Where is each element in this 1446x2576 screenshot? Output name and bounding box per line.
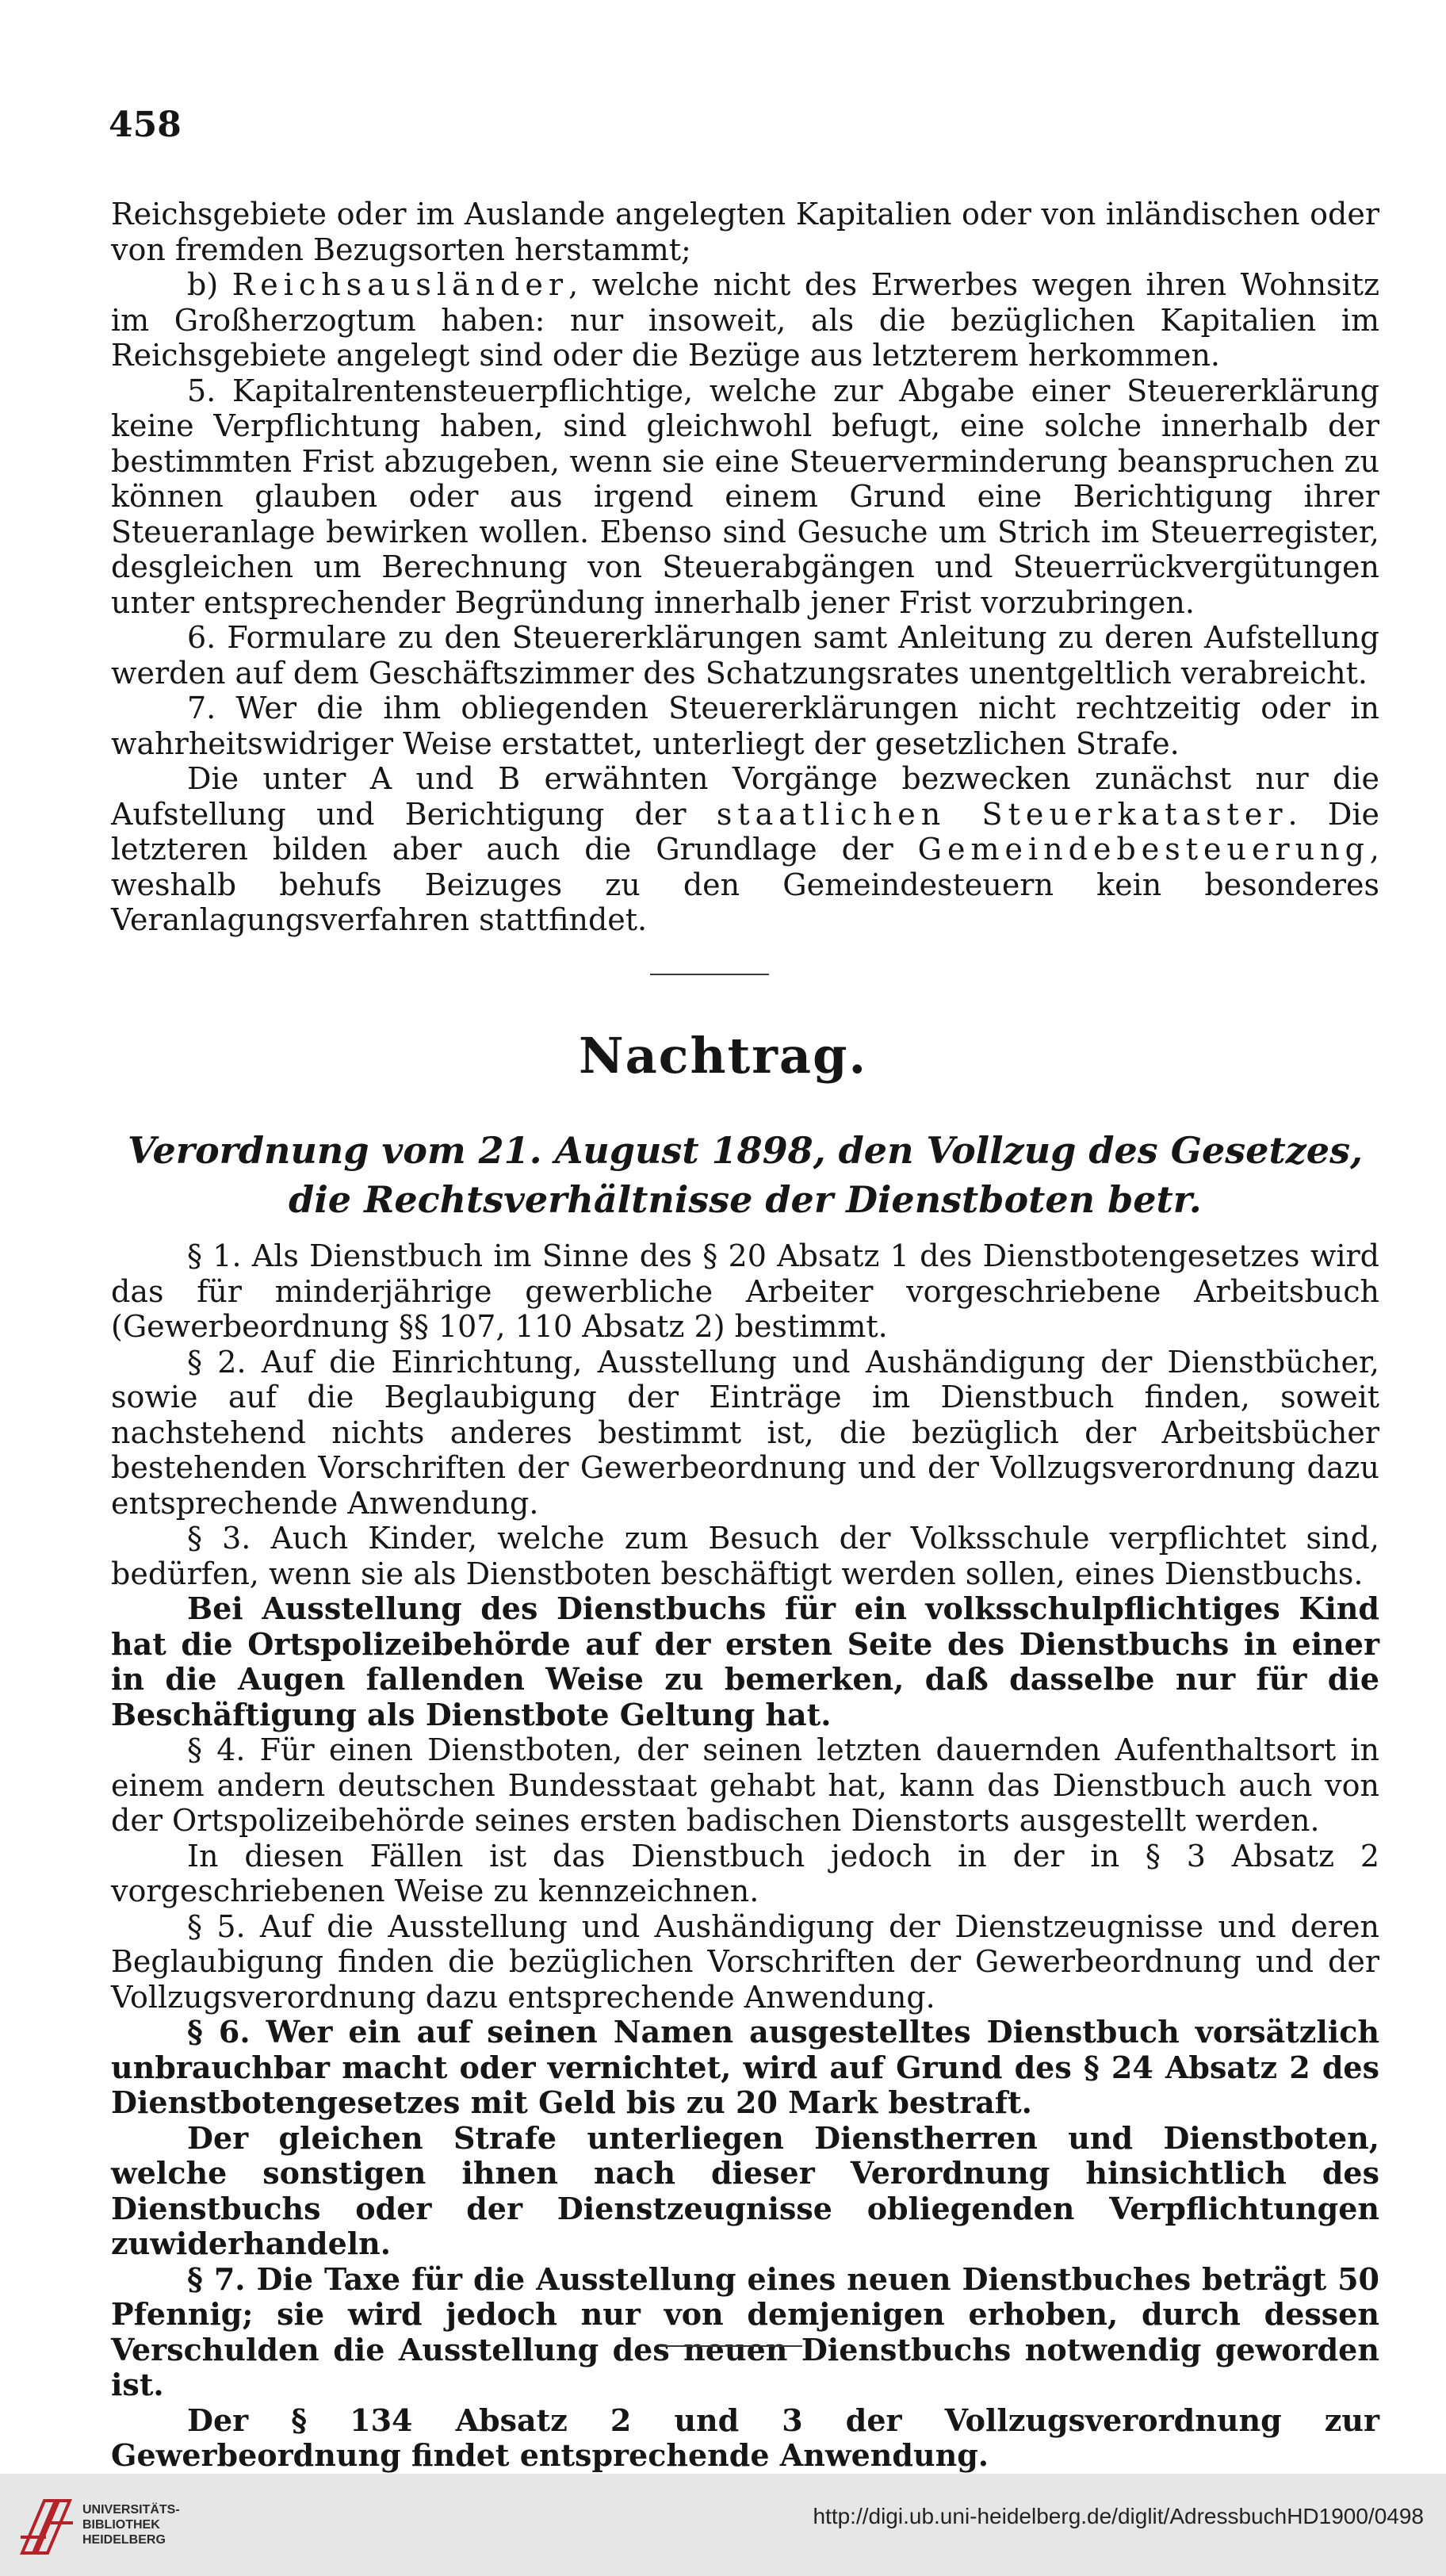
paragraph-s2: § 2. Auf die Einrichtung, Ausstellung und Aushändigung der Dienstbücher, sowie auf die Beglaubigung der Einträge im Dienstbuch finden, soweit nachstehend nichts anderes bestimmt ist, die bezüglich der Arbeitsbücher bestehenden Vorschriften der Gewerbeordnung und der Vollzugsverordnung dazu entsprechende Anwendung.: [111, 1344, 1379, 1521]
verordnung-title: Verordnung vom 21. August 1898, den Vollzug des Gesetzes, die Rechtsverhältnisse der Dienstboten betr.: [127, 1129, 1363, 1221]
paragraph-s1: § 1. Als Dienstbuch im Sinne des § 20 Absatz 1 des Dienstbotengesetzes wird das für minderjährige gewerbliche Arbeiter vorgeschriebene Arbeitsbuch (Gewerbeordnung §§ 107, 110 Absatz 2) bestimmt.: [111, 1238, 1379, 1344]
vorgaenge-text-a: Die unter A und B erwähnten Vorgänge bezwecken zunächst nur die Aufstellung und Berichtigung der: [111, 761, 1379, 832]
spaced-term-reichsauslaender: Reichsausländer: [231, 267, 569, 302]
paragraph-7-strafe: 7. Wer die ihm obliegenden Steuererklärungen nicht rechtzeitig oder in wahrheitswidriger Weise erstattet, unterliegt der gesetzlichen Strafe.: [111, 691, 1379, 761]
library-name-line1: UNIVERSITÄTS-: [82, 2503, 180, 2517]
paragraph-vorgaenge: [111, 761, 1379, 938]
paragraph-b-reichsauslaender: [111, 267, 1379, 373]
list-marker-b: b): [187, 267, 232, 302]
paragraph-s4: § 4. Für einen Dienstboten, der seinen letzten dauernden Aufenthaltsort in einem andern deutschen Bundesstaat gehabt hat, kann das Dienstbuch auch von der Ortspolizeibehörde seines ersten badischen Dienstorts ausgestellt werden.: [111, 1732, 1379, 1838]
library-name: [82, 2502, 180, 2547]
vorgaenge-text-b: . Die letzteren bilden aber auch die Grundlage der: [111, 796, 1379, 867]
university-library-logo-icon: [14, 2491, 79, 2561]
section-divider: [650, 974, 769, 975]
paragraph-s3: § 3. Auch Kinder, welche zum Besuch der Volksschule verpflichtet sind, bedürfen, wenn sie als Dienstboten beschäftigt werden sollen, eines Dienstbuchs.: [111, 1521, 1379, 1591]
paragraph-s6-absatz2: Der gleichen Strafe unterliegen Dienstherren und Dienstboten, welche sonstigen ihnen nach dieser Verordnung hinsichtlich des Dienstbuchs oder der Dienstzeugnisse obliegenden Verpflichtungen zuwiderhandeln.: [111, 2119, 1379, 2261]
paragraph-5-kapitalrentensteuer: 5. Kapitalrentensteuerpflichtige, welche zur Abgabe einer Steuererklärung keine Verpflichtung haben, sind gleichwohl befugt, eine solche innerhalb der bestimmten Frist abzugeben, wenn sie eine Steuerverminderung beanspruchen zu können glauben oder aus irgend einem Grund eine Berichtigung ihrer Steueranlage bewirken wollen. Ebenso sind Gesuche um Strich im Steuerregister, desgleichen um Berechnung von Steuerabgängen und Steuerrückvergütungen unter entsprechender Begründung innerhalb jener Frist vorzubringen.: [111, 373, 1379, 620]
paragraph-s7-absatz2: Der § 134 Absatz 2 und 3 der Vollzugsverordnung zur Gewerbeordnung findet entsprechende Anwendung.: [111, 2402, 1379, 2473]
library-name-line3: HEIDELBERG: [82, 2533, 166, 2547]
paragraph-reichsgebiete: Reichsgebiete oder im Auslande angelegten Kapitalien oder von inländischen oder von fremden Bezugsorten herstammt;: [111, 197, 1379, 267]
vorgaenge-text-c: , weshalb behufs Beizuges zu den Gemeindesteuern kein besonderes Veranlagungsverfahren stattfindet.: [111, 832, 1379, 937]
viewer-footer: [0, 2474, 1446, 2576]
end-divider: [660, 2345, 802, 2347]
paragraph-6-formulare: 6. Formulare zu den Steuererklärungen samt Anleitung zu deren Aufstellung werden auf dem Geschäftszimmer des Schatzungsrates unentgeltlich verabreicht.: [111, 620, 1379, 691]
top-section: [111, 197, 1379, 938]
spaced-term-steuerkataster: staatlichen Steuerkataster: [716, 796, 1288, 832]
paragraph-s3-absatz2: Bei Ausstellung des Dienstbuchs für ein volksschulpflichtiges Kind hat die Ortspolizeibehörde auf der ersten Seite des Dienstbuchs in einer in die Augen fallenden Weise zu bemerken, daß dasselbe nur für die Beschäftigung als Dienstbote Geltung hat.: [111, 1590, 1379, 1732]
paragraph-b-text: , welche nicht des Erwerbes wegen ihren Wohnsitz im Großherzogtum haben: nur insoweit, als die bezüglichen Kapitalien im Reichsgebiete angelegt sind oder die Bezüge aus letzterem herkommen.: [111, 267, 1379, 373]
paragraph-s6: § 6. Wer ein auf seinen Namen ausgestelltes Dienstbuch vorsätzlich unbrauchbar macht oder vernichtet, wird auf Grund des § 24 Absatz 2 des Dienstbotengesetzes mit Geld bis zu 20 Mark bestraft.: [111, 2014, 1379, 2120]
nachtrag-heading: Nachtrag.: [578, 1027, 868, 1085]
paragraph-s5: § 5. Auf die Ausstellung und Aushändigung der Dienstzeugnisse und deren Beglaubigung finden die bezüglichen Vorschriften der Gewerbeordnung und der Vollzugsverordnung dazu entsprechende Anwendung.: [111, 1908, 1379, 2015]
spaced-term-gemeindebesteuerung: Gemeindebesteuerung: [917, 832, 1370, 867]
verordnung-body: [111, 1238, 1379, 2474]
paragraph-s7: § 7. Die Taxe für die Ausstellung eines neuen Dienstbuches beträgt 50 Pfennig; sie wird jedoch nur von demjenigen erhoben, durch dessen Verschulden die Ausstellung des neuen Dienstbuchs notwendig geworden ist.: [111, 2260, 1379, 2402]
library-name-line2: BIBLIOTHEK: [82, 2518, 160, 2532]
page-number: 458: [109, 105, 182, 145]
source-url-link[interactable]: http://digi.ub.uni-heidelberg.de/diglit/AdressbuchHD1900/0498: [813, 2504, 1424, 2528]
paragraph-s4-absatz2: In diesen Fällen ist das Dienstbuch jedoch in der in § 3 Absatz 2 vorgeschriebenen Weise zu kennzeichnen.: [111, 1838, 1379, 1908]
